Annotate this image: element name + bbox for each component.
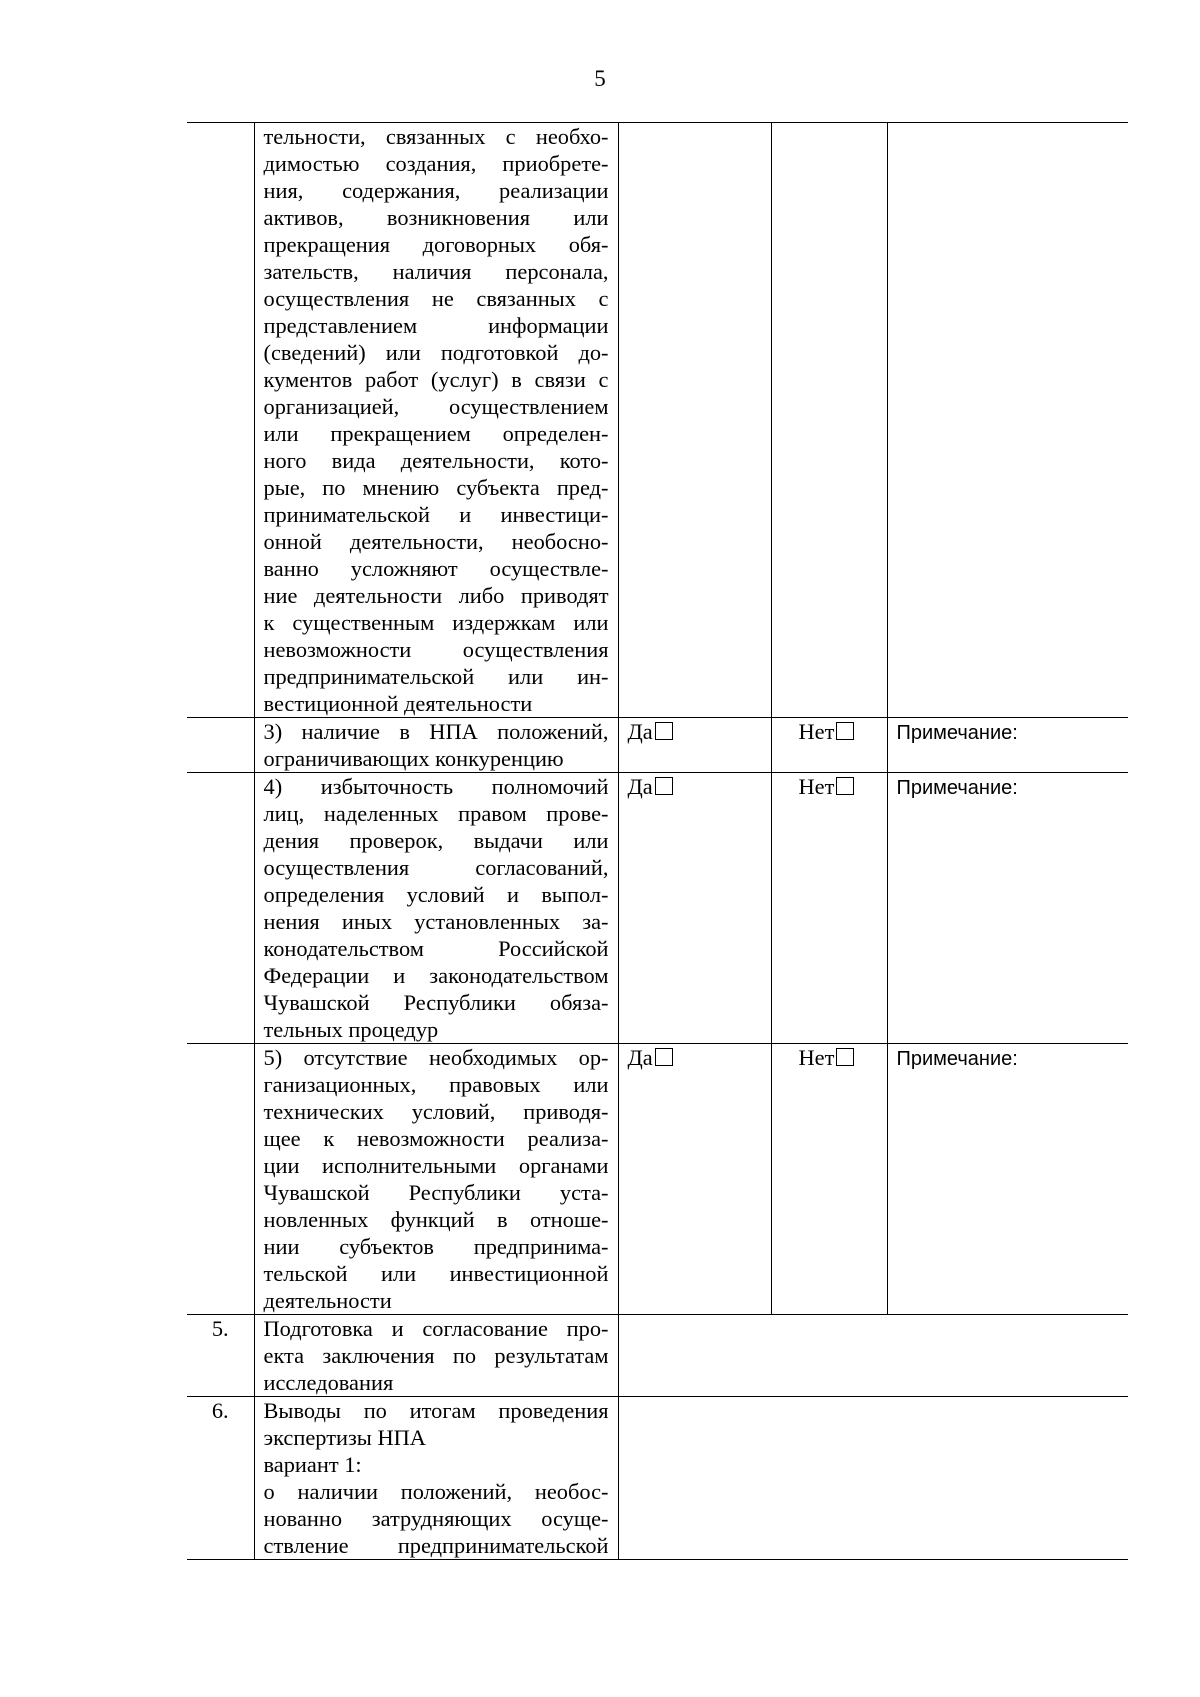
- note-cell: [887, 718, 1128, 773]
- text-line: ванно усложняют осуществле-: [263, 556, 609, 581]
- no-label: Нет: [798, 774, 835, 799]
- text-line: дения проверок, выдачи или: [263, 828, 609, 853]
- yes-cell: [618, 1044, 771, 1315]
- text-line: ние деятельности либо приводят: [263, 583, 609, 608]
- text-line: 3) наличие в НПА положений,: [263, 719, 609, 744]
- text-line: прекращения договорных обя-: [263, 232, 609, 257]
- text-line: новленных функций в отноше-: [263, 1207, 609, 1232]
- row-number: [187, 123, 254, 718]
- text-line: Чувашской Республики обяза-: [263, 990, 609, 1015]
- table-row: [187, 718, 1128, 773]
- text-line: конодательством Российской: [263, 936, 609, 961]
- note-cell: [887, 1044, 1128, 1315]
- text-line: ния, содержания, реализации: [263, 178, 609, 203]
- checkbox-icon[interactable]: [836, 777, 854, 795]
- checkbox-icon[interactable]: [836, 722, 854, 740]
- text-line: ограничивающих конкуренцию: [263, 746, 564, 771]
- text-line: предпринимательской или ин-: [263, 664, 609, 689]
- yes-cell: [618, 718, 771, 773]
- text-line: тельской или инвестиционной: [263, 1261, 609, 1286]
- text-line: рые, по мнению субъекта пред-: [263, 475, 609, 500]
- no-label: Нет: [798, 719, 835, 744]
- note-label: Примечание:: [896, 1048, 1018, 1070]
- text-line: ного вида деятельности, кото-: [263, 448, 609, 473]
- yes-option[interactable]: [628, 719, 673, 744]
- text-line: осуществления не связанных с: [263, 286, 609, 311]
- row-number: [187, 718, 254, 773]
- no-cell: [771, 718, 887, 773]
- text-line: технических условий, приводя-: [263, 1099, 609, 1124]
- text-line: 4) избыточность полномочий: [263, 774, 609, 799]
- checkbox-icon[interactable]: [655, 722, 673, 740]
- row-number: [187, 773, 254, 1044]
- text-line: тельных процедур: [263, 1017, 439, 1042]
- text-line: зательств, наличия персонала,: [263, 259, 609, 284]
- yes-option[interactable]: [628, 774, 673, 799]
- checkbox-icon[interactable]: [655, 777, 673, 795]
- row-text: [254, 1315, 618, 1397]
- no-cell: [771, 773, 887, 1044]
- yes-label: Да: [627, 719, 653, 744]
- no-label: Нет: [798, 1045, 835, 1070]
- text-line: активов, возникновения или: [263, 205, 609, 230]
- text-line: вариант 1:: [263, 1452, 362, 1477]
- yes-cell: [618, 123, 771, 718]
- row-text: [254, 1044, 618, 1315]
- row-text: [254, 773, 618, 1044]
- note-label: Примечание:: [896, 722, 1018, 744]
- text-line: ганизационных, правовых или: [263, 1072, 609, 1097]
- table-row: [187, 1397, 1128, 1560]
- row-number: 5.: [187, 1315, 254, 1397]
- text-line: Федерации и законодательством: [263, 963, 609, 988]
- yes-label: Да: [627, 1045, 653, 1070]
- table-row: [187, 1044, 1128, 1315]
- page-number: 5: [594, 66, 606, 91]
- note-cell: [887, 773, 1128, 1044]
- text-line: Выводы по итогам проведения: [263, 1398, 609, 1423]
- yes-cell: [618, 773, 771, 1044]
- text-line: Подготовка и согласование про-: [263, 1316, 609, 1341]
- text-line: ствление предпринимательской: [263, 1533, 609, 1558]
- no-option[interactable]: [781, 718, 878, 745]
- text-line: принимательской и инвестици-: [263, 502, 609, 527]
- row-number: [187, 1044, 254, 1315]
- text-line: невозможности осуществления: [263, 637, 609, 662]
- no-cell: [771, 1044, 887, 1315]
- yes-option[interactable]: [628, 1045, 673, 1070]
- text-line: деятельности: [263, 1288, 392, 1313]
- text-line: екта заключения по результатам: [263, 1343, 609, 1368]
- row-text: [254, 123, 618, 718]
- text-line: организацией, осуществлением: [263, 394, 609, 419]
- text-line: ции исполнительными органами: [263, 1153, 609, 1178]
- row-number: 6.: [187, 1397, 254, 1560]
- text-line: представлением информации: [263, 313, 609, 338]
- text-line: тельности, связанных с необхо-: [263, 124, 609, 149]
- row-text: [254, 718, 618, 773]
- text-line: Чувашской Республики уста-: [263, 1180, 609, 1205]
- no-option[interactable]: [781, 773, 878, 800]
- expertise-table: [187, 122, 1128, 1560]
- yes-label: Да: [627, 774, 653, 799]
- checkbox-icon[interactable]: [655, 1048, 673, 1066]
- text-line: экспертизы НПА: [263, 1425, 426, 1450]
- text-line: димостью создания, приобрете-: [263, 151, 609, 176]
- text-line: нованно затрудняющих осуще-: [263, 1506, 609, 1531]
- text-line: 5) отсутствие необходимых ор-: [263, 1045, 609, 1070]
- text-line: вестиционной деятельности: [263, 691, 533, 716]
- text-line: о наличии положений, необос-: [263, 1479, 609, 1504]
- checkbox-icon[interactable]: [836, 1048, 854, 1066]
- text-line: осуществления согласований,: [263, 855, 609, 880]
- no-option[interactable]: [781, 1044, 878, 1071]
- text-line: определения условий и выпол-: [263, 882, 609, 907]
- text-line: кументов работ (услуг) в связи с: [263, 367, 609, 392]
- merged-cell: [618, 1397, 1128, 1560]
- table-row: [187, 773, 1128, 1044]
- text-line: нии субъектов предпринима-: [263, 1234, 609, 1259]
- merged-cell: [618, 1315, 1128, 1397]
- no-cell: [771, 123, 887, 718]
- row-text: [254, 1397, 618, 1560]
- text-line: к существенным издержкам или: [263, 610, 609, 635]
- note-cell: [887, 123, 1128, 718]
- note-label: Примечание:: [896, 777, 1018, 799]
- text-line: лиц, наделенных правом прове-: [263, 801, 609, 826]
- text-line: или прекращением определен-: [263, 421, 609, 446]
- text-line: исследования: [263, 1370, 394, 1395]
- text-line: онной деятельности, необосно-: [263, 529, 609, 554]
- table-row: [187, 123, 1128, 718]
- text-line: (сведений) или подготовкой до-: [263, 340, 609, 365]
- text-line: нения иных установленных за-: [263, 909, 609, 934]
- table-row: [187, 1315, 1128, 1397]
- text-line: щее к невозможности реализа-: [263, 1126, 609, 1151]
